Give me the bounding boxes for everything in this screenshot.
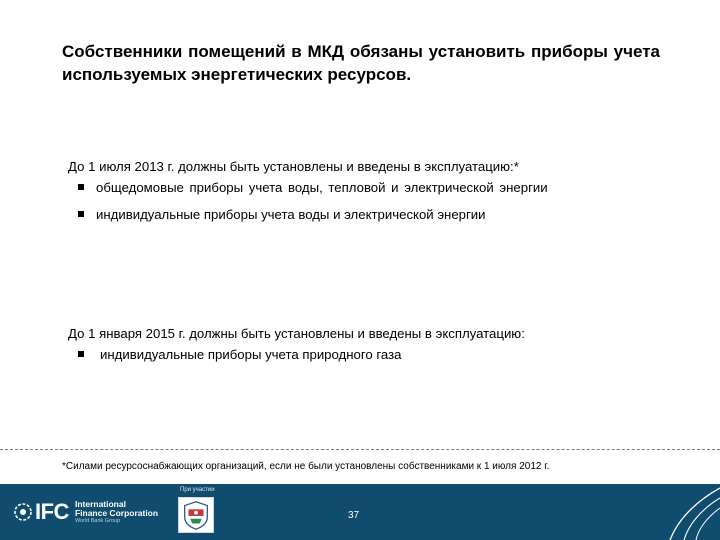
footnote: *Силами ресурсоснабжающих организаций, если не были установлены собственниками к 1 июля 2012 г. — [62, 461, 550, 472]
footer-bar — [0, 484, 720, 540]
list-item-text: общедомовые приборы учета воды, тепловой и электрической энергии — [96, 180, 548, 195]
list-item — [68, 206, 628, 223]
ifc-globe-icon — [14, 503, 32, 521]
list-item — [68, 346, 648, 363]
slide-title: Собственники помещений в МКД обязаны установить приборы учета используемых энергетических ресурсов. — [62, 42, 660, 84]
square-bullet-icon — [78, 351, 84, 357]
partner-caption: При участии — [180, 487, 215, 493]
org-name-line2: Finance Corporation — [74, 507, 159, 518]
ifc-logo-text: IFC — [35, 499, 69, 524]
section-2015 — [68, 325, 648, 373]
page-number: 37 — [348, 510, 360, 521]
partner-seal-logo — [178, 497, 214, 533]
list-item-text: индивидуальные приборы учета природного газа — [100, 347, 402, 362]
square-bullet-icon — [78, 184, 84, 190]
bullet-list — [68, 179, 628, 223]
section-2013 — [68, 158, 628, 233]
org-subtitle: World Bank Group — [74, 517, 121, 524]
org-name-line1: International — [74, 498, 126, 509]
list-item-text: индивидуальные приборы учета воды и электрической энергии — [96, 207, 486, 222]
decorative-swoosh — [600, 484, 720, 540]
list-item — [68, 179, 623, 196]
ifc-logo — [14, 498, 158, 526]
ifc-org-name — [75, 500, 158, 525]
section-lead: До 1 января 2015 г. должны быть установлены и введены в эксплуатацию: — [68, 326, 525, 341]
section-lead: До 1 июля 2013 г. должны быть установлены и введены в эксплуатацию:* — [68, 159, 519, 174]
bullet-list — [68, 346, 648, 363]
footnote-divider — [0, 449, 720, 450]
square-bullet-icon — [78, 211, 84, 217]
